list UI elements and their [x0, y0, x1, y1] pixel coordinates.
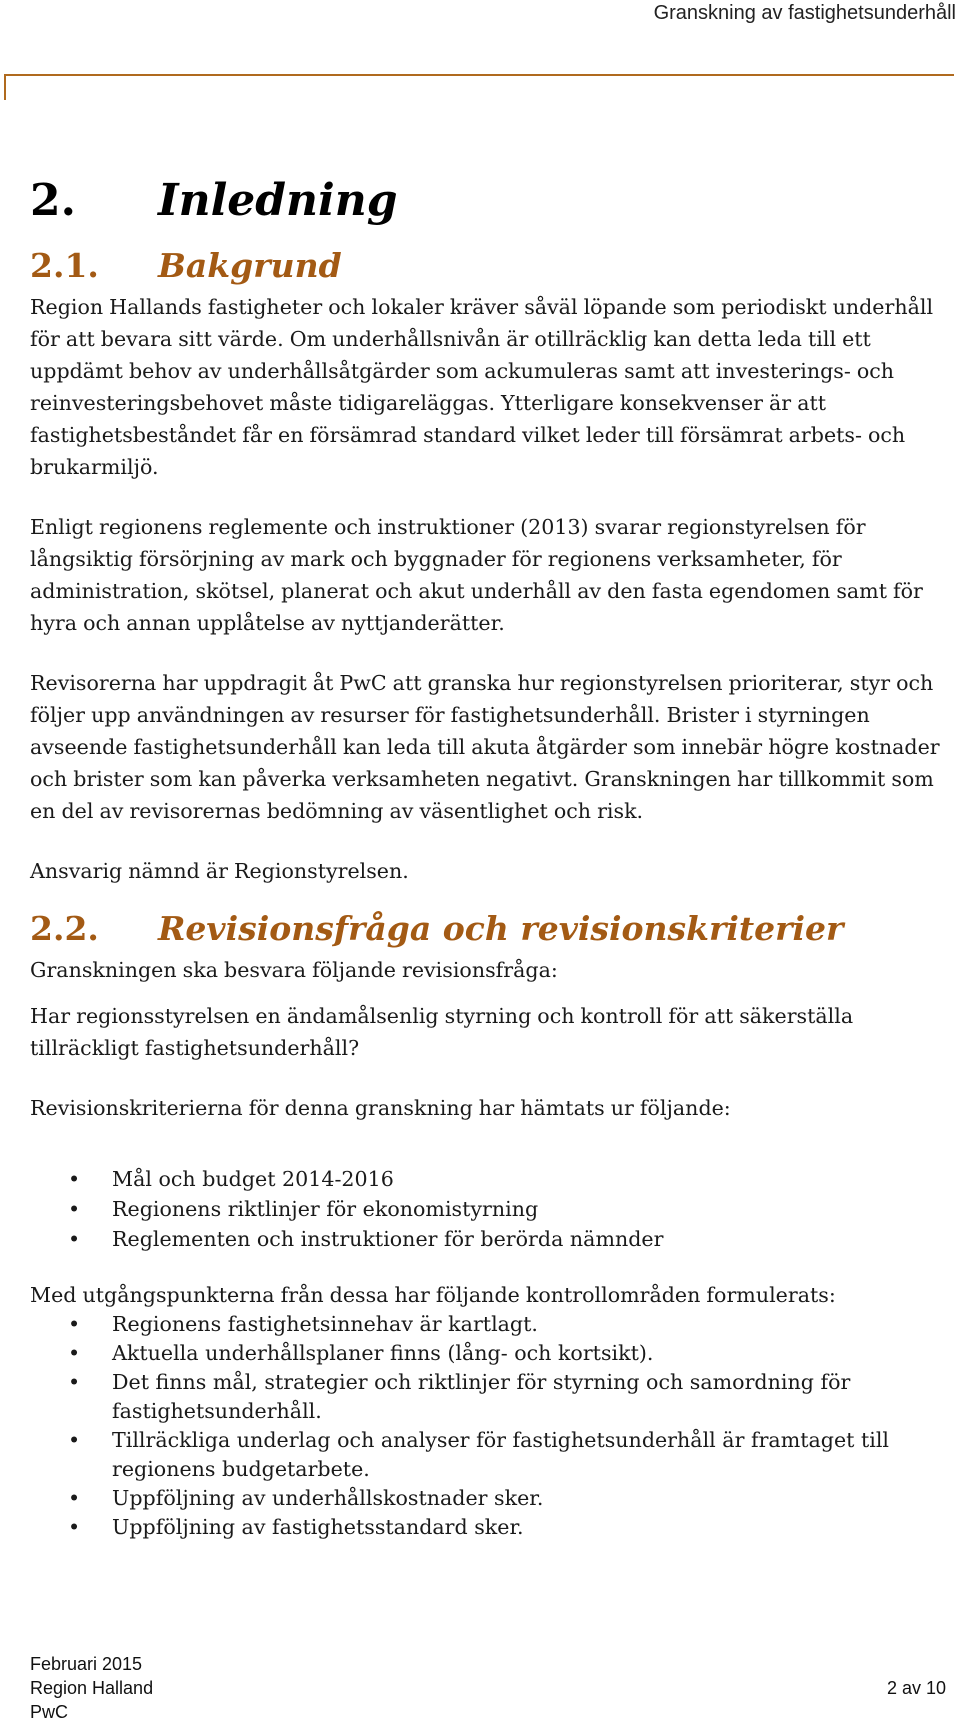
section-number: 2.2.	[30, 909, 99, 948]
paragraph: Revisorerna har uppdragit åt PwC att granska hur regionstyrelsen prioriterar, styr och följer upp användningen av resurser för fastighetsunderhåll. Brister i styrningen avseende fastighetsunderhåll kan leda till akuta åtgärder som innebär högre kostnader och brister som kan påverka verksamheten negativt. Granskningen har tillkommit som en del av revisorernas bedömning av väsentlighet och risk.	[30, 671, 940, 823]
chapter-number: 2.	[30, 175, 76, 226]
list-item: • Mål och budget 2014-2016	[30, 1164, 950, 1194]
page-number: 2 av 10	[886, 1678, 946, 1698]
paragraph: Ansvarig nämnd är Regionstyrelsen.	[30, 859, 409, 883]
list-item: • Regionens riktlinjer för ekonomistyrning	[30, 1194, 950, 1224]
section-heading-revisionsfraga	[30, 909, 950, 948]
list-item: • Aktuella underhållsplaner finns (lång- och kortsikt).	[30, 1339, 950, 1368]
chapter-heading	[30, 175, 950, 226]
list-item: • Reglementen och instruktioner för berörda nämnder	[30, 1224, 950, 1254]
list-item: • Uppföljning av underhållskostnader sker.	[30, 1484, 950, 1513]
list-item: • Regionens fastighetsinnehav är kartlagt.	[30, 1310, 950, 1339]
paragraph: Enligt regionens reglemente och instruktioner (2013) svarar regionstyrelsen för långsiktig försörjning av mark och byggnader för regionens verksamheter, för administration, skötsel, planerat och akut underhåll av den fasta egendomen samt för hyra och annan upplåtelse av nyttjanderätter.	[30, 515, 923, 635]
list-item: • Uppföljning av fastighetsstandard sker.	[30, 1513, 950, 1542]
section-heading-bakgrund	[30, 246, 950, 285]
control-area-list	[30, 1310, 950, 1542]
footer-organization: Region Halland	[30, 1678, 154, 1698]
section-title: Revisionsfråga och revisionskriterier	[158, 909, 844, 948]
section-number: 2.1.	[30, 246, 99, 285]
header-rule-tick	[4, 74, 6, 100]
document-body	[30, 175, 950, 1542]
paragraph: Granskningen ska besvara följande revisionsfråga:	[30, 958, 558, 982]
paragraph: Region Hallands fastigheter och lokaler kräver såväl löpande som periodiskt underhåll för att bevara sitt värde. Om underhållsnivån är otillräcklig kan detta leda till ett uppdämt behov av underhållsåtgärder som ackumuleras samt att investerings- och reinvesteringsbehovet måste tidigareläggas. Ytterligare konsekvenser är att fastighetsbeståndet får en försämrad standard vilket leder till försämrat arbets- och brukarmiljö.	[30, 295, 934, 479]
footer-date: Februari 2015	[30, 1654, 143, 1674]
running-header-title: Granskning av fastighetsunderhåll	[653, 2, 956, 24]
criteria-list	[30, 1164, 950, 1254]
footer-company: PwC	[30, 1702, 69, 1722]
header-rule	[4, 74, 954, 76]
list-item: • Tillräckliga underlag och analyser för fastighetsunderhåll är framtaget till regionens budgetarbete.	[30, 1426, 950, 1484]
section-title: Bakgrund	[158, 246, 342, 285]
list-item: • Det finns mål, strategier och riktlinjer för styrning och samordning för fastighetsunderhåll.	[30, 1368, 950, 1426]
page-footer	[30, 1652, 946, 1724]
chapter-title: Inledning	[158, 175, 398, 226]
paragraph: Revisionskriterierna för denna granskning har hämtats ur följande:	[30, 1096, 731, 1120]
paragraph: Med utgångspunkterna från dessa har följande kontrollområden formulerats:	[30, 1283, 836, 1307]
revision-question: Har regionsstyrelsen en ändamålsenlig styrning och kontroll för att säkerställa tillräckligt fastighetsunderhåll?	[30, 1004, 854, 1060]
